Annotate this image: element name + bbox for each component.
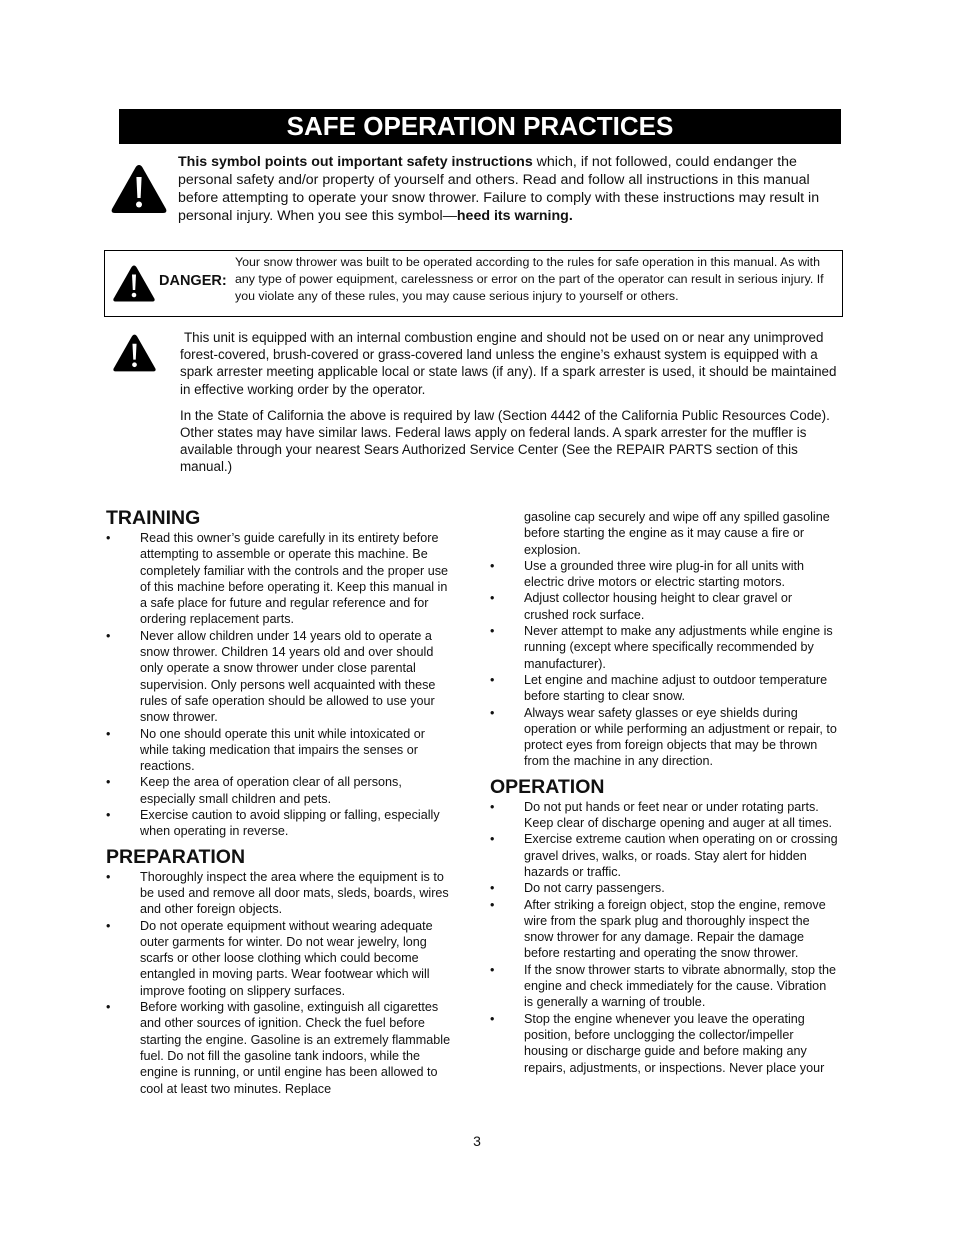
- bullet: •: [490, 558, 495, 573]
- bullet: •: [490, 624, 495, 639]
- spark-paragraph-1: This unit is equipped with an internal combustion engine and should not be used on or near any unimproved forest-covered, brush-covered or grass-covered land unless the engine’s exhaust system is equipped with a spark arrester meeting applicable local or state laws (if any). If a spark arrester is used, it should be maintained in effective working order by the operator.: [180, 330, 837, 397]
- preparation-list: [106, 869, 454, 1097]
- list-item-text: Never allow children under 14 years old to operate a snow thrower. Children 14 years old and over should only operate a snow thrower under close parental supervision. Only persons well acquainted with these rules of safe operation should be allowed to use your snow thrower.: [140, 628, 436, 725]
- bullet: •: [490, 962, 495, 977]
- preparation-heading: PREPARATION: [106, 845, 246, 868]
- list-item: [106, 726, 454, 775]
- operation-list: [490, 799, 838, 1076]
- list-item-text: Adjust collector housing height to clear gravel or crushed rock surface.: [524, 591, 793, 622]
- left-column: [106, 506, 454, 1097]
- bullet: •: [490, 1011, 495, 1026]
- list-item: [490, 880, 838, 896]
- list-item-text: Read this owner’s guide carefully in its entirety before attempting to assemble or operate this machine. Be completely familiar with the controls and the proper use of this machine before operating it. Keep this manual in a safe place for future and regular reference and for ordering replacement parts.: [140, 531, 448, 627]
- list-item-text: Keep the area of operation clear of all persons, especially small children and pets.: [140, 775, 402, 806]
- list-item: [490, 672, 838, 705]
- list-item-text: After striking a foreign object, stop the engine, remove wire from the spark plug and thoroughly inspect the snow thrower for any damage. Repair the damage before restarting and operating the snow thrower.: [524, 897, 826, 961]
- list-item: [490, 558, 838, 591]
- list-item-text: If the snow thrower starts to vibrate abnormally, stop the engine and check immediately for the cause. Vibration is generally a warning of trouble.: [524, 962, 836, 1010]
- warning-triangle-icon: [112, 264, 156, 303]
- spark-arrester-notice: [180, 329, 844, 485]
- list-item-text: Never attempt to make any adjustments while engine is running (except where specifically recommended by manufacturer).: [524, 624, 833, 671]
- bullet: •: [106, 628, 111, 643]
- list-item-text: Exercise caution to avoid slipping or falling, especially when operating in reverse.: [140, 808, 440, 839]
- list-item: [490, 897, 838, 962]
- list-item: [490, 590, 838, 623]
- bullet: •: [490, 832, 495, 847]
- bullet: •: [106, 531, 111, 545]
- list-item-text: Do not operate equipment without wearing adequate outer garments for winter. Do not wear jewelry, long scarfs or other loose clothing which could become entangled in moving parts. Wear footwear which will improve footing on slippery surfaces.: [140, 918, 433, 998]
- list-item: [106, 628, 454, 726]
- danger-label: DANGER:: [159, 273, 227, 289]
- bullet: •: [490, 897, 495, 912]
- intro-bold-lead: This symbol points out important safety instructions: [178, 154, 533, 170]
- list-item-text: Stop the engine whenever you leave the operating position, before unclogging the collector/impeller housing or discharge guide and before making any repairs, adjustments, or inspections. Never place your: [524, 1011, 825, 1075]
- bullet: •: [106, 726, 111, 741]
- training-heading: TRAINING: [106, 507, 201, 529]
- list-item-text: Use a grounded three wire plug-in for all units with electric drive motors or electric starting motors.: [524, 558, 805, 590]
- list-item-text: No one should operate this unit while intoxicated or while taking medication that impairs the senses or reactions.: [140, 726, 425, 774]
- bullet: •: [490, 881, 495, 896]
- bullet: •: [490, 672, 495, 687]
- training-list: [106, 530, 454, 840]
- list-item: [490, 831, 838, 880]
- danger-notice-box: [104, 250, 843, 317]
- list-item: [106, 774, 454, 807]
- intro-body: which, if not followed, could endanger the personal safety and/or property of yourself and others. Read and follow all instructions in this manual before attempting to operate your snow thrower. Failure to comply with these instructions may result in personal injury. When you see this symbol—: [178, 154, 820, 224]
- operation-heading: OPERATION: [490, 775, 605, 798]
- warning-triangle-icon: [110, 163, 168, 215]
- list-item-text: Before working with gasoline, extinguish all cigarettes and other sources of ignition. Check the fuel before starting the engine. Gasoline is an extremely flammable fuel. Do not fill the gasoline tank indoors, while the engine is running, or until engine has been allowed to cool at least two minutes. Replace: [140, 1000, 451, 1096]
- bullet: •: [106, 1000, 111, 1015]
- list-item: [490, 799, 838, 832]
- page-title: SAFE OPERATION PRACTICES: [119, 109, 841, 144]
- list-item: [106, 999, 454, 1097]
- safety-symbol-intro: [178, 153, 843, 225]
- list-item: [490, 705, 838, 770]
- list-item-text: Exercise extreme caution when operating on or crossing gravel drives, walks, or roads. Stay alert for hidden hazards or traffic.: [524, 832, 838, 879]
- preparation-list-continued: [490, 558, 838, 770]
- list-item-text: Do not carry passengers.: [524, 881, 665, 896]
- preparation-continued-text: gasoline cap securely and wipe off any spilled gasoline before starting the engine as it may cause a fire or explosion.: [524, 510, 830, 557]
- right-column: [490, 509, 838, 1076]
- danger-text: Your snow thrower was built to be operated according to the rules for safe operation in this manual. As with any type of power equipment, carelessness or error on the part of the operator can result in serious injury. If you violate any of these rules, you may cause serious injury to yourself or others.: [235, 255, 824, 303]
- intro-bold-tail: heed its warning.: [456, 208, 573, 224]
- warning-triangle-icon: [112, 333, 157, 373]
- bullet: •: [490, 799, 495, 814]
- list-item: [106, 530, 454, 628]
- list-item: [490, 623, 838, 672]
- list-item: [106, 918, 454, 999]
- bullet: •: [106, 869, 111, 884]
- bullet: •: [106, 775, 111, 790]
- list-item-text: Do not put hands or feet near or under rotating parts. Keep clear of discharge opening and auger at all times.: [524, 799, 833, 831]
- list-item-text: Let engine and machine adjust to outdoor temperature before starting to clear snow.: [524, 672, 828, 704]
- list-item: [106, 807, 454, 840]
- bullet: •: [490, 705, 495, 720]
- bullet: •: [106, 918, 111, 933]
- list-item-text: Thoroughly inspect the area where the equipment is to be used and remove all door mats, sleds, boards, wires and other foreign objects.: [140, 869, 449, 917]
- bullet: •: [490, 591, 495, 606]
- list-item: [106, 869, 454, 918]
- list-item: [490, 962, 838, 1011]
- spark-paragraph-2: In the State of California the above is required by law (Section 4442 of the California Public Resources Code). Other states may have similar laws. Federal laws apply on federal lands. A spark arrester for the muffler is available through your nearest Sears Authorized Service Center (See the REPAIR PARTS section of this manual.): [180, 407, 830, 475]
- page-number: 3: [473, 1133, 481, 1149]
- list-item: [490, 1011, 838, 1076]
- bullet: •: [106, 808, 111, 823]
- list-item-text: Always wear safety glasses or eye shields during operation or while performing an adjustment or repair, to protect eyes from foreign objects that may be thrown from the machine in any direction.: [524, 705, 837, 769]
